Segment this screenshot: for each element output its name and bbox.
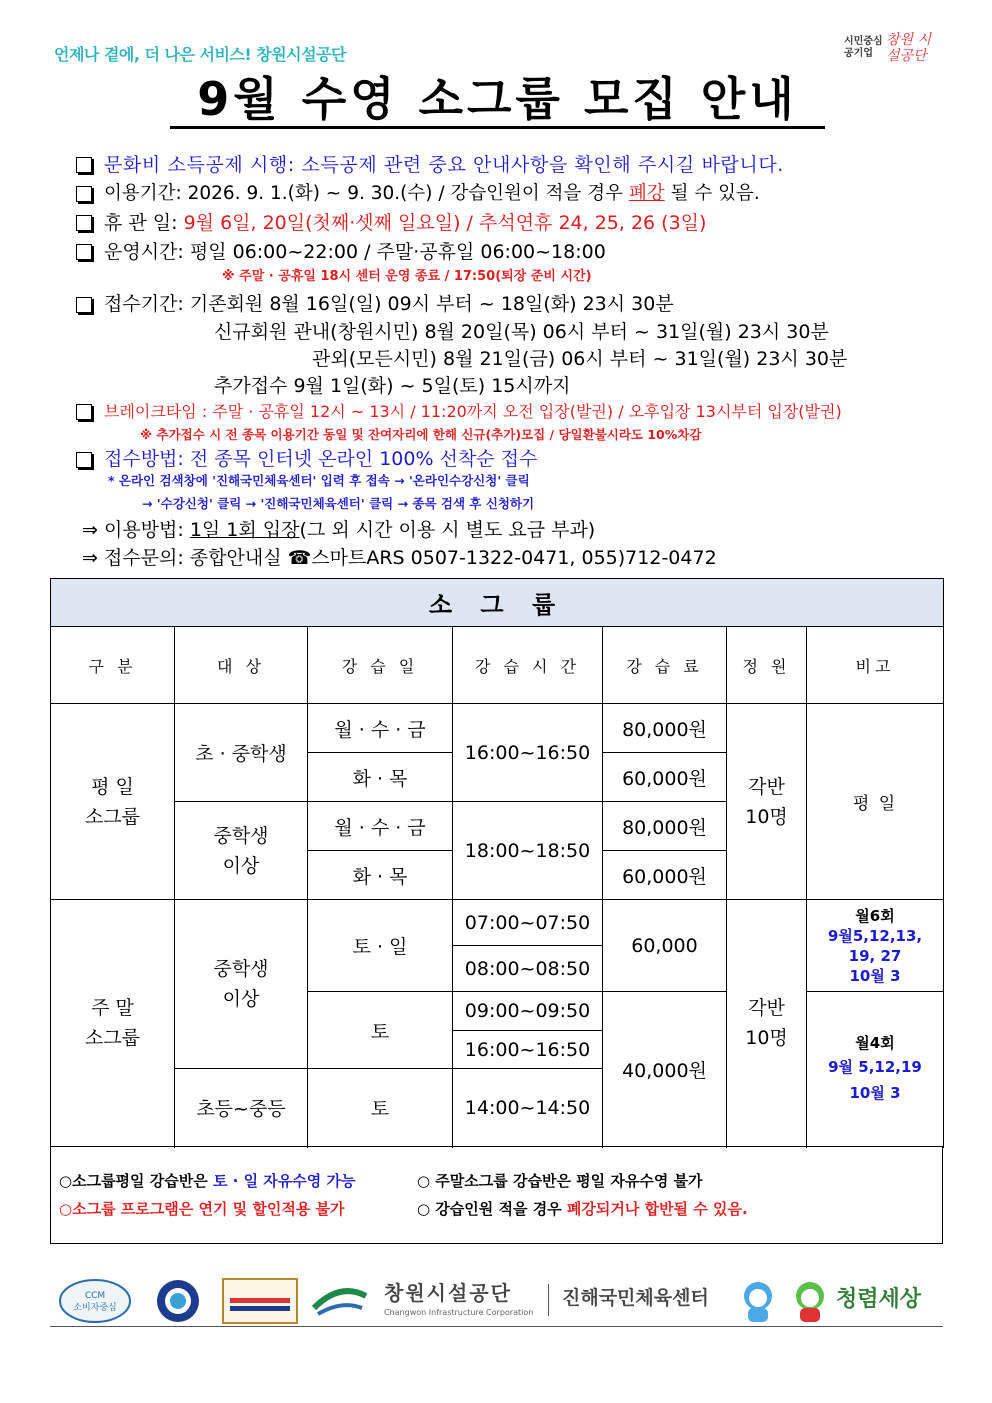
weekday-fee-tt-1: 60,000원 (603, 753, 727, 802)
weekend-remark-2 (807, 992, 944, 1147)
human-logo (142, 1278, 214, 1324)
notice-contact: ⇒ 접수문의: 종합안내실 ☎스마트ARS 0507-1322-0471, 055)712-0472 (82, 547, 717, 569)
table-notes (50, 1146, 943, 1244)
ccm-text: 소비자중심 (73, 1303, 117, 1313)
health-swoosh-icon (308, 1278, 372, 1324)
weekday-fee-mwf-2: 80,000원 (603, 802, 727, 851)
note-2: ○ 주말소그룹 강습반은 평일 자유수영 불가 (417, 1172, 703, 1190)
weekend-days-sat-2: 토 (308, 1069, 453, 1147)
weekday-category: 평 일 소그룹 (51, 704, 175, 900)
corner-logo (844, 34, 940, 66)
award-badge-icon (222, 1278, 298, 1324)
weekend-category: 주 말 소그룹 (51, 900, 175, 1147)
corp-name-en: Changwon Infrastructure Corporation (384, 1308, 534, 1317)
weekday-fee-tt-2: 60,000원 (603, 851, 727, 900)
remark-2-head: 월4회 (855, 1034, 895, 1052)
col-time: 강 습 시 간 (453, 627, 603, 704)
remark-2-dates: 9월 5,12,19 10월 3 (828, 1058, 922, 1102)
note-3: ○소그룹 프로그램은 연기 및 할인적용 불가 (59, 1200, 345, 1218)
weekend-remark-1 (807, 900, 944, 992)
weekday-group2: 중학생 이상 (175, 802, 308, 900)
notice-section (0, 148, 992, 578)
col-category: 구 분 (51, 627, 175, 704)
weekday-remark: 평 일 (807, 704, 944, 900)
col-days: 강 습 일 (308, 627, 453, 704)
weekday-group1: 초 · 중학생 (175, 704, 308, 802)
notice-reg-4: 추가접수 9월 1일(화) ~ 5일(토) 15시까지 (214, 375, 571, 397)
weekday-days-mwf-1: 월 · 수 · 금 (308, 704, 453, 753)
corp-name: 창원시설공단 (384, 1281, 512, 1305)
weekend-fee-40: 40,000원 (603, 992, 727, 1147)
ccm-logo (58, 1278, 132, 1324)
col-fee: 강 습 료 (603, 627, 727, 704)
human-badge-icon (142, 1278, 214, 1324)
table-title: 소 그 룹 (51, 579, 944, 627)
table-title-row (51, 579, 944, 627)
weekday-days-tt-1: 화 · 목 (308, 753, 453, 802)
schedule-table (50, 578, 944, 1147)
corner-logo-script: 창원 시설공단 (886, 32, 932, 64)
notice-usage: ⇒ 이용방법: 1일 1회 입장(그 외 시간 이용 시 별도 요금 부과) (82, 519, 596, 541)
remark-1-dates: 9월5,12,13, 19, 27 10월 3 (827, 926, 923, 985)
weekend-time-d: 16:00~16:50 (453, 1031, 603, 1069)
integrity-slogan: 청렴세상 (836, 1287, 922, 1312)
weekday-capacity: 각반 10명 (727, 704, 807, 900)
checkbox-icon (76, 215, 92, 231)
weekday-time2: 18:00~18:50 (453, 802, 603, 900)
notice-tax: 문화비 소득공제 시행: 소득공제 관련 중요 안내사항을 확인해 주시길 바랍니다. (104, 154, 784, 176)
corp-logo (384, 1278, 564, 1324)
checkbox-icon (76, 297, 92, 313)
svg-text:CCM: CCM (84, 1291, 106, 1301)
footer-rule (50, 1326, 943, 1327)
notice-break: 브레이크타임 : 주말 · 공휴일 12시 ~ 13시 / 11:20까지 오전 입장(발권) / 오후입장 13시부터 입장(발권) (104, 402, 842, 421)
mascot-2 (786, 1278, 834, 1324)
table-header-row (51, 627, 944, 704)
title-underline (170, 126, 825, 129)
weekend-fee-60: 60,000 (603, 900, 727, 992)
weekend-time-e: 14:00~14:50 (453, 1069, 603, 1147)
weekend-group2: 초등~중등 (175, 1069, 308, 1147)
weekend-days-satsun: 토 · 일 (308, 900, 453, 992)
weekday-days-tt-2: 화 · 목 (308, 851, 453, 900)
weekend-time-a: 07:00~07:50 (453, 900, 603, 946)
weekend-capacity: 각반 10명 (727, 900, 807, 1147)
mascot-icon (734, 1278, 782, 1324)
footer-divider (548, 1284, 554, 1316)
notice-hours: 운영시간: 평일 06:00~22:00 / 주말·공휴일 06:00~18:00 (104, 241, 606, 263)
weekday-fee-mwf-1: 80,000원 (603, 704, 727, 753)
weekday-days-mwf-2: 월 · 수 · 금 (308, 802, 453, 851)
table-row (51, 704, 944, 753)
mascot-icon (786, 1278, 834, 1324)
notice-reg-3: 관외(모든시민) 8월 21일(금) 06시 부터 ~ 31일(월) 23시 30분 (312, 348, 848, 370)
notice-method: 접수방법: 전 종목 인터넷 온라인 100% 선착순 접수 (104, 448, 538, 470)
weekend-time-b: 08:00~08:50 (453, 946, 603, 992)
checkbox-icon (76, 186, 92, 202)
corner-logo-text: 시민중심 공기업 (844, 36, 883, 59)
weekend-group1: 중학생 이상 (175, 900, 308, 1069)
checkbox-icon (76, 404, 92, 420)
remark-1-head: 월6회 (855, 906, 895, 925)
notice-period: 이용기간: 2026. 9. 1.(화) ~ 9. 30.(수) / 강습인원이 적을 경우 폐강 될 수 있음. (104, 183, 760, 204)
weekend-days-sat-1: 토 (308, 992, 453, 1069)
mascot-1 (734, 1278, 782, 1324)
ccm-badge-icon (58, 1278, 132, 1324)
notice-method-1: * 온라인 검색창에 '진해국민체육센터' 입력 후 접속 → '온라인수강신청' 클릭 (108, 473, 530, 488)
notice-method-2: → '수강신청' 클릭 → '진해국민체육센터' 클릭 → 종목 검색 후 신청하기 (142, 496, 535, 511)
notice-reg-1: 접수기간: 기존회원 8월 16일(일) 09시 부터 ~ 18일(화) 23시 30분 (104, 293, 674, 315)
center-name: 진해국민체육센터 (562, 1287, 709, 1309)
notice-break-note: ※ 추가접수 시 전 종목 이용기간 동일 및 잔여자리에 한해 신규(추가)모집 / 당일환불시라도 10%차감 (140, 427, 702, 442)
notice-reg-2: 신규회원 관내(창원시민) 8월 20일(목) 06시 부터 ~ 31일(월) 23시 30분 (214, 321, 829, 343)
weekday-time1: 16:00~16:50 (453, 704, 603, 802)
notice-hours-note: ※ 주말 · 공휴일 18시 센터 운영 종료 / 17:50(퇴장 준비 시간) (222, 269, 592, 284)
col-target: 대 상 (175, 627, 308, 704)
table-row (51, 900, 944, 946)
award-logo (222, 1278, 298, 1324)
checkbox-icon (76, 452, 92, 468)
checkbox-icon (76, 157, 92, 173)
checkbox-icon (76, 244, 92, 260)
slogan: 언제나 곁에, 더 나은 서비스! 창원시설공단 (54, 45, 346, 64)
col-capacity: 정 원 (727, 627, 807, 704)
notice-holiday: 휴 관 일: 9월 6일, 20일(첫째·셋째 일요일) / 추석연휴 24, 25, 26 (3일) (104, 212, 707, 234)
note-1: ○소그룹평일 강습반은 토 · 일 자유수영 가능 (59, 1172, 356, 1190)
page-title: 9월 수영 소그룹 모집 안내 (197, 72, 798, 126)
weekend-time-c: 09:00~09:50 (453, 992, 603, 1031)
col-remark: 비고 (807, 627, 944, 704)
note-4: ○ 강습인원 적을 경우 폐강되거나 합반될 수 있음. (417, 1200, 748, 1218)
health-logo (308, 1278, 372, 1324)
